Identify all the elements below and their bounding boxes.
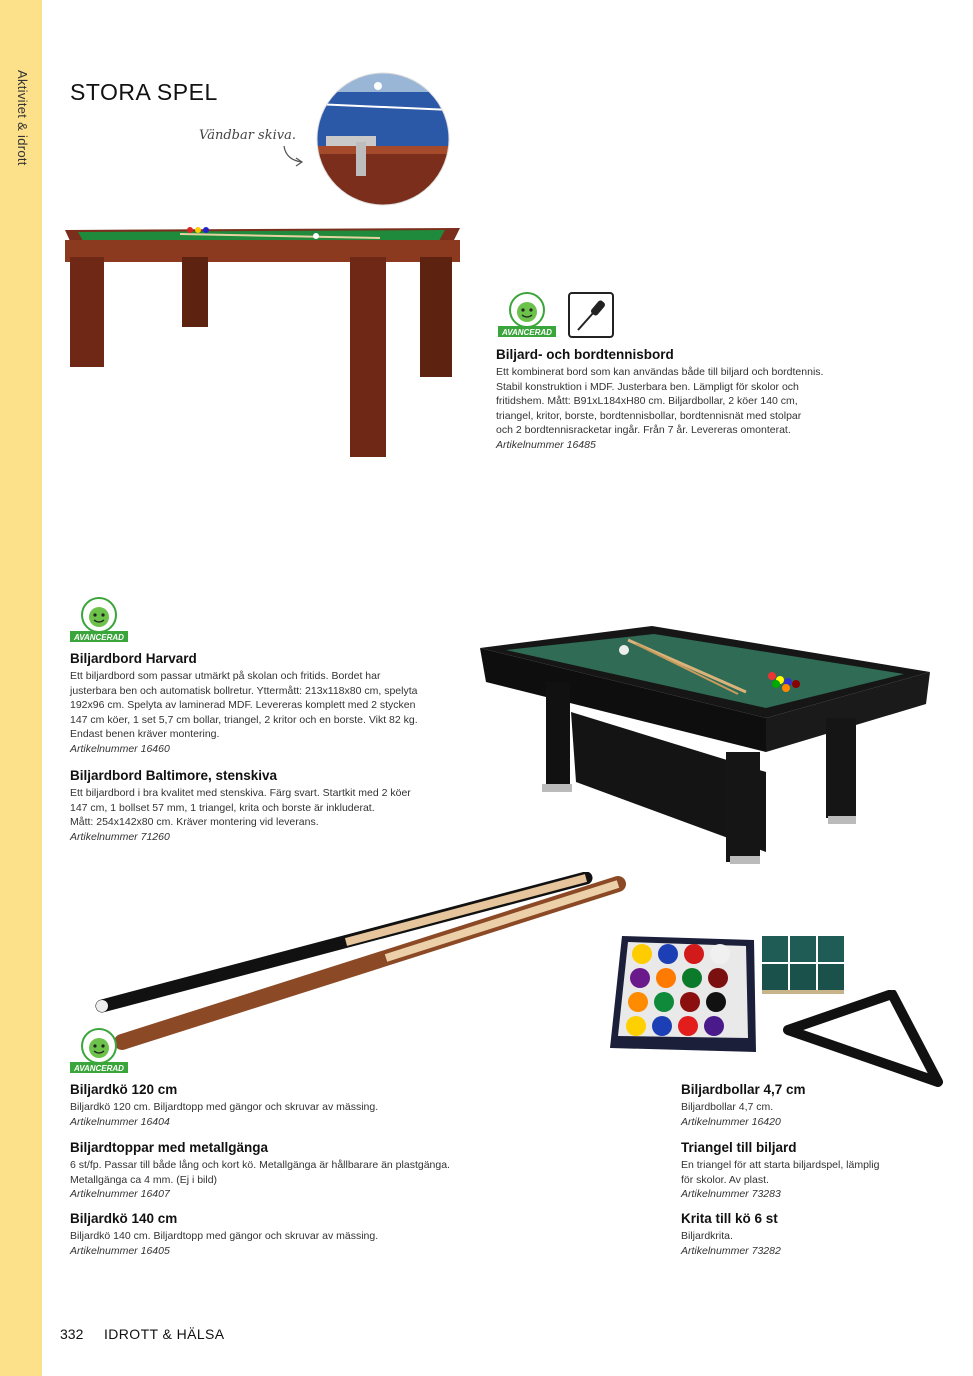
billiard-cues-image <box>86 872 626 1072</box>
article-number: Artikelnummer 16404 <box>70 1115 170 1128</box>
triangle-rack-image <box>782 990 946 1090</box>
product-desc-line: Endast benen kräver montering. <box>70 728 220 741</box>
product-name: Triangel till biljard <box>681 1140 797 1155</box>
product-combo-table <box>496 347 876 453</box>
table-tennis-inset-image <box>316 72 450 206</box>
product-baltimore <box>70 768 470 844</box>
advanced-badge-icon <box>496 292 558 338</box>
note-arrow-icon <box>280 142 310 170</box>
product-balls <box>681 1082 951 1129</box>
article-number: Artikelnummer 16460 <box>70 742 170 755</box>
article-number: Artikelnummer 73283 <box>681 1188 781 1201</box>
product-name: Krita till kö 6 st <box>681 1211 778 1226</box>
product-cue-tips <box>70 1140 550 1202</box>
black-pool-table-image <box>476 622 934 872</box>
product-name: Biljardkö 140 cm <box>70 1211 178 1226</box>
product-desc-line: Ett kombinerat bord som kan användas både till biljard och bordtennis. <box>496 366 824 378</box>
product-desc-line: för skolor. Av plast. <box>681 1173 769 1186</box>
product-desc-line: Ett biljardbord som passar utmärkt på skolan och fritids. Bordet har <box>70 670 381 682</box>
section-side-label: Aktivitet & idrott <box>15 70 30 166</box>
screwdriver-icon <box>568 292 614 338</box>
svg-text:AVANCERAD: AVANCERAD <box>74 1064 124 1073</box>
svg-text:AVANCERAD: AVANCERAD <box>74 633 124 642</box>
product-name: Biljardtoppar med metallgänga <box>70 1140 269 1155</box>
product-desc-line: Ett biljardbord i bra kvalitet med stenskiva. Färg svart. Startkit med 2 köer <box>70 787 411 799</box>
product-desc-line: Biljardkö 120 cm. Biljardtopp med gängor och skruvar av mässing. <box>70 1101 379 1113</box>
page-number: 332 <box>60 1326 84 1342</box>
article-number: Artikelnummer 16407 <box>70 1188 170 1201</box>
product-desc-line: Stabil konstruktion i MDF. Justerbara ben. Lämpligt för skolor och <box>496 380 799 393</box>
product-desc-line: Metallgänga ca 4 mm. (Ej i bild) <box>70 1173 218 1186</box>
product-desc-line: och 2 bordtennisracketar ingår. Från 7 år. Levereras omonterat. <box>496 424 791 437</box>
svg-text:AVANCERAD: AVANCERAD <box>502 328 552 337</box>
article-number: Artikelnummer 16405 <box>70 1244 170 1257</box>
article-number: Artikelnummer 16485 <box>496 438 596 451</box>
advanced-badge-icon <box>68 597 130 643</box>
product-name: Biljardbord Harvard <box>70 651 197 666</box>
product-desc-line: 147 cm köer, 1 set 5,7 cm bollar, triangel, 2 kritor och en borste. Vikt 82 kg. <box>70 713 418 726</box>
handwritten-note: Vändbar skiva. <box>199 128 296 143</box>
advanced-badge-icon <box>68 1028 130 1074</box>
article-number: Artikelnummer 71260 <box>70 830 170 843</box>
footer-section-title: IDROTT & HÄLSA <box>104 1326 225 1342</box>
product-cue-140 <box>70 1211 550 1258</box>
combo-table-image <box>60 212 466 462</box>
product-desc-line: Biljardkrita. <box>681 1230 733 1242</box>
product-desc-line: triangel, kritor, borste, bordtennisbollar, bordtennisnät med stolpar <box>496 409 802 422</box>
product-triangle <box>681 1140 951 1202</box>
product-desc-line: 147 cm, 1 bollset 57 mm, 1 triangel, krita och borste är inkluderat. <box>70 801 375 814</box>
product-name: Biljardbord Baltimore, stenskiva <box>70 768 278 783</box>
product-desc-line: Biljardkö 140 cm. Biljardtopp med gängor och skruvar av mässing. <box>70 1230 379 1242</box>
product-name: Biljardbollar 4,7 cm <box>681 1082 806 1097</box>
product-desc-line: Biljardbollar 4,7 cm. <box>681 1101 774 1113</box>
product-desc-line: fritidshem. Mått: B91xL184xH80 cm. Biljardbollar, 2 köer 140 cm, <box>496 395 798 408</box>
product-cue-120 <box>70 1082 550 1129</box>
product-desc-line: 6 st/fp. Passar till både lång och kort kö. Metallgänga är hållbarare än plastgänga. <box>70 1159 450 1171</box>
side-strip <box>0 0 42 1376</box>
article-number: Artikelnummer 16420 <box>681 1115 781 1128</box>
product-desc-line: 192x96 cm. Spelyta av laminerad MDF. Levereras komplett med 2 stycken <box>70 699 416 712</box>
chalk-cubes-image <box>760 934 846 996</box>
page-title: STORA SPEL <box>70 79 218 106</box>
product-desc-line: En triangel för att starta biljardspel, lämplig <box>681 1159 880 1171</box>
product-desc-line: justerbara ben och automatisk bollretur. Yttermått: 213x118x80 cm, spelyta <box>70 684 418 697</box>
billiard-balls-box-image <box>606 932 758 1058</box>
product-desc-line: Mått: 254x142x80 cm. Kräver montering vid leverans. <box>70 816 319 829</box>
product-name: Biljardkö 120 cm <box>70 1082 178 1097</box>
product-chalk <box>681 1211 951 1258</box>
product-harvard <box>70 651 470 757</box>
product-name: Biljard- och bordtennisbord <box>496 347 674 362</box>
article-number: Artikelnummer 73282 <box>681 1244 781 1257</box>
